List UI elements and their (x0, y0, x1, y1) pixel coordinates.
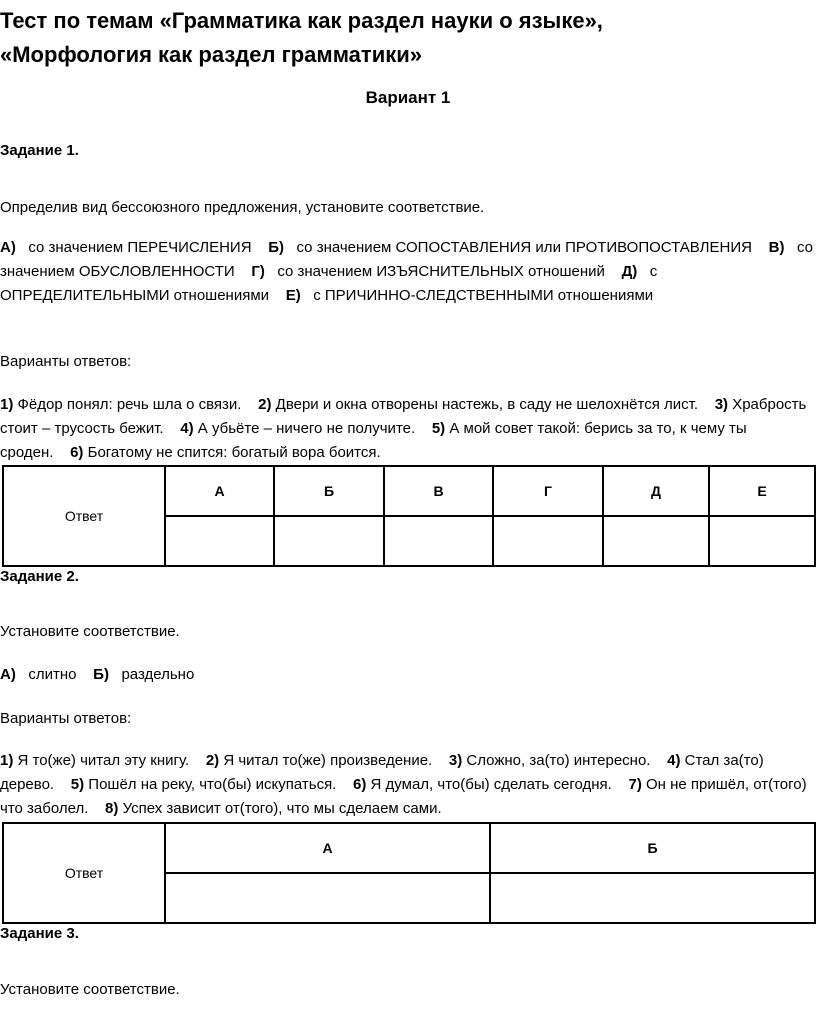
title-line-2: «Морфология как раздел грамматики» (0, 42, 422, 67)
task1-item-1-num: 1) (0, 396, 14, 413)
task2-item-2-text: Я читал то(же) произведение. (223, 752, 433, 769)
task1-opt-v-key: В) (768, 239, 785, 256)
task2-options (0, 663, 816, 687)
task2-item-6-text: Я думал, что(бы) сделать сегодня. (370, 776, 612, 793)
task2-item-8-text: Успех зависит от(того), что мы сделаем сами. (122, 800, 442, 817)
title-line-1: Тест по темам «Грамматика как раздел науки о языке», (0, 8, 603, 33)
task2-answers-label: Варианты ответов: (0, 710, 132, 727)
task1-item-4-num: 4) (180, 420, 194, 437)
task2-item-3-text: Сложно, за(то) интересно. (466, 752, 651, 769)
task2-opt-a-key: А) (0, 666, 16, 683)
task1-answers-label: Варианты ответов: (0, 353, 132, 370)
task2-instruction: Установите соответствие. (0, 623, 180, 640)
task2-item-1-text: Я то(же) читал эту книгу. (17, 752, 190, 769)
task2-items (0, 749, 816, 821)
task1-col-e: Е (709, 466, 815, 516)
task3-heading: Задание 3. (0, 925, 79, 942)
variant-heading: Вариант 1 (365, 88, 451, 107)
task2-item-2-num: 2) (205, 752, 220, 769)
task1-options (0, 236, 816, 308)
task1-opt-a: со значением ПЕРЕЧИСЛЕНИЯ (28, 239, 252, 256)
task1-answer-cell-v[interactable] (384, 516, 493, 566)
task1-opt-d-key: Д) (621, 263, 638, 280)
task2-opt-a: слитно (28, 666, 77, 683)
task2-item-7-num: 7) (628, 776, 642, 793)
task2-item-4-num: 4) (667, 752, 681, 769)
task2-item-6-num: 6) (353, 776, 367, 793)
task1-answer-table (2, 465, 816, 567)
task1-item-6-num: 6) (70, 444, 84, 461)
task1-item-3-text: Храбрость стоит – трусость бежит. (0, 396, 807, 437)
task1-item-4-text: А убьёте – ничего не получите. (197, 420, 416, 437)
task2-opt-b-key: Б) (93, 666, 109, 683)
task1-answer-label: Ответ (3, 466, 165, 566)
task2-answer-label: Ответ (3, 823, 165, 923)
task1-heading: Задание 1. (0, 142, 79, 159)
task2-col-a: А (165, 823, 490, 873)
task1-col-a: А (165, 466, 274, 516)
task1-opt-g: со значением ИЗЪЯСНИТЕЛЬНЫХ отношений (277, 263, 605, 280)
task1-opt-b-key: Б) (268, 239, 284, 256)
task1-instruction: Определив вид бессоюзного предложения, установите соответствие. (0, 199, 485, 216)
task2-item-5-num: 5) (70, 776, 85, 793)
task2-heading: Задание 2. (0, 568, 79, 585)
task1-item-3-num: 3) (714, 396, 729, 413)
task2-answer-cell-b[interactable] (490, 873, 815, 923)
task1-opt-e: с ПРИЧИННО-СЛЕДСТВЕННЫМИ отношениями (313, 287, 654, 304)
task1-item-2-num: 2) (258, 396, 272, 413)
task2-opt-b: раздельно (121, 666, 195, 683)
task1-col-v: В (384, 466, 493, 516)
task1-item-5-num: 5) (431, 420, 446, 437)
task1-answer-cell-a[interactable] (165, 516, 274, 566)
task2-item-7-text: Он не пришёл, от(того) что заболел. (0, 776, 807, 817)
task1-answer-cell-e[interactable] (709, 516, 815, 566)
task2-item-1-num: 1) (0, 752, 14, 769)
task1-col-b: Б (274, 466, 384, 516)
task1-answer-cell-g[interactable] (493, 516, 603, 566)
task1-opt-g-key: Г) (251, 263, 265, 280)
task1-item-1-text: Фёдор понял: речь шла о связи. (17, 396, 242, 413)
task2-item-4-text: Стал за(то) дерево. (0, 752, 764, 793)
task1-opt-a-key: А) (0, 239, 16, 256)
task1-items (0, 393, 816, 465)
task2-answer-cell-a[interactable] (165, 873, 490, 923)
task1-answer-cell-b[interactable] (274, 516, 384, 566)
task1-item-2-text: Двери и окна отворены настежь, в саду не шелохнётся лист. (275, 396, 699, 413)
task1-opt-b: со значением СОПОСТАВЛЕНИЯ или ПРОТИВОПОСТАВЛЕНИЯ (296, 239, 752, 256)
task1-item-6-text: Богатому не спится: богатый вора боится. (87, 444, 381, 461)
task2-item-8-num: 8) (105, 800, 119, 817)
task3-instruction: Установите соответствие. (0, 981, 180, 998)
task1-opt-e-key: Е) (285, 287, 301, 304)
task2-item-5-text: Пошёл на реку, что(бы) искупаться. (88, 776, 337, 793)
task1-opt-v: со значением ОБУСЛОВЛЕННОСТИ (0, 239, 813, 280)
task1-col-d: Д (603, 466, 709, 516)
task1-item-5-text: А мой совет такой: берись за то, к чему ты сроден. (0, 420, 747, 461)
task2-col-b: Б (490, 823, 815, 873)
task2-item-3-num: 3) (448, 752, 463, 769)
task1-opt-d: с ОПРЕДЕЛИТЕЛЬНЫМИ отношениями (0, 263, 658, 304)
task1-col-g: Г (493, 466, 603, 516)
page-title (0, 4, 816, 72)
task1-answer-cell-d[interactable] (603, 516, 709, 566)
task2-answer-table (2, 822, 816, 924)
